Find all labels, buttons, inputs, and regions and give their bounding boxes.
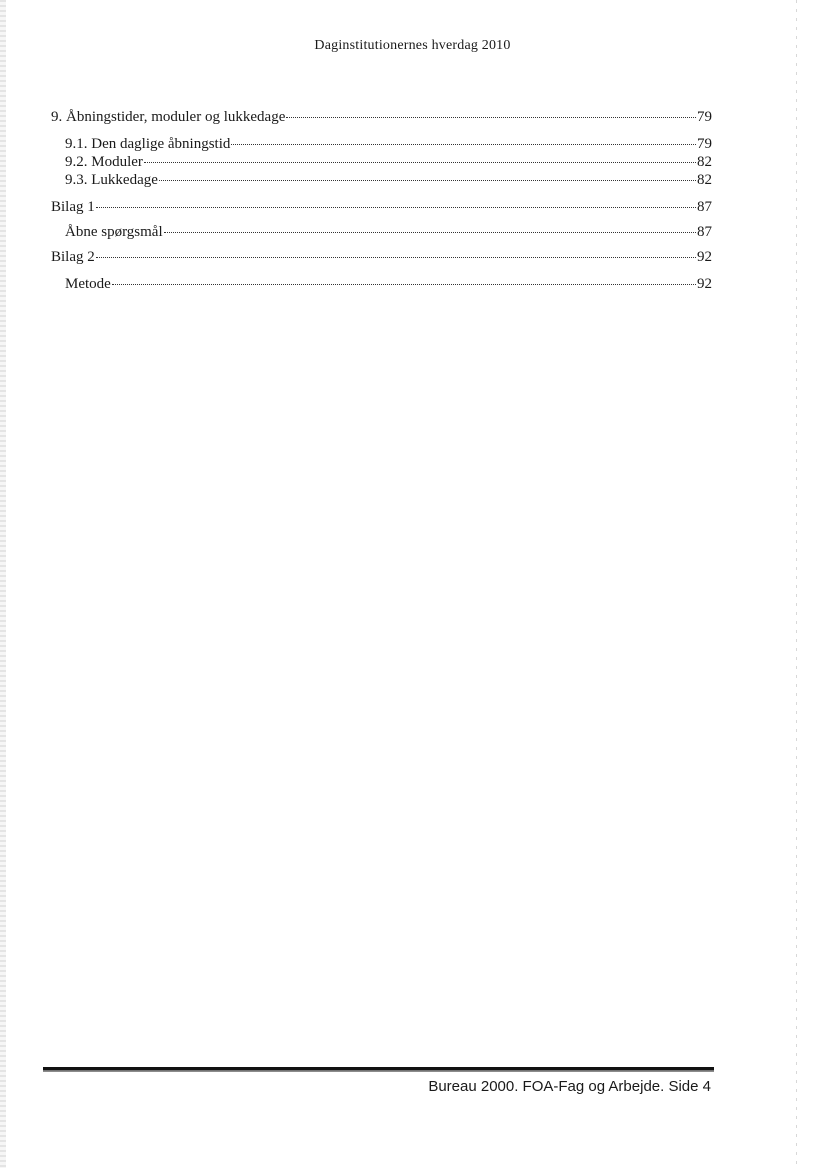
toc-entry-page: 92: [697, 276, 712, 292]
toc-entry-label: Metode: [65, 276, 111, 292]
toc-entry-page: 79: [697, 136, 712, 152]
toc-entry-label: Bilag 1: [51, 199, 95, 215]
toc-entry-page: 79: [697, 109, 712, 125]
footer-text: Bureau 2000. FOA-Fag og Arbejde. Side 4: [428, 1078, 711, 1095]
toc-entry-label: 9.3. Lukkedage: [65, 172, 158, 188]
toc-dot-leader: [96, 256, 696, 258]
toc-entry[interactable]: [51, 275, 712, 293]
toc-entry-label: 9.1. Den daglige åbningstid: [65, 136, 231, 152]
toc-entry-page: 92: [697, 249, 712, 265]
toc-entry-page: 82: [697, 154, 712, 170]
running-header: [0, 38, 825, 54]
scan-edge-right: [796, 0, 797, 1168]
running-header-title: Daginstitutionernes hverdag 2010: [314, 38, 511, 53]
toc-dot-leader: [286, 116, 696, 118]
footer-rule: [43, 1067, 714, 1072]
toc-entry-label: Åbne spørgsmål: [65, 224, 163, 240]
toc-entry[interactable]: [51, 153, 712, 171]
toc-entry-label: 9. Åbningstider, moduler og lukkedage: [51, 109, 286, 125]
toc-entry-page: 82: [697, 172, 712, 188]
toc-dot-leader: [164, 231, 696, 233]
toc-entry[interactable]: [51, 135, 712, 153]
toc-entry[interactable]: [51, 171, 712, 198]
toc-entry-label: 9.2. Moduler: [65, 154, 143, 170]
scan-edge-left: [0, 0, 6, 1168]
toc-entry[interactable]: [51, 198, 712, 223]
toc-entry-page: 87: [697, 224, 712, 240]
toc-dot-leader: [144, 161, 696, 163]
toc-dot-leader: [159, 179, 696, 181]
toc-entry[interactable]: [51, 248, 712, 275]
toc-entry-label: Bilag 2: [51, 249, 95, 265]
toc-entry[interactable]: [51, 108, 712, 135]
toc-entry[interactable]: [51, 223, 712, 248]
toc-dot-leader: [112, 283, 696, 285]
toc-dot-leader: [231, 143, 696, 145]
toc-entry-page: 87: [697, 199, 712, 215]
table-of-contents: [51, 108, 712, 293]
toc-dot-leader: [96, 206, 696, 208]
